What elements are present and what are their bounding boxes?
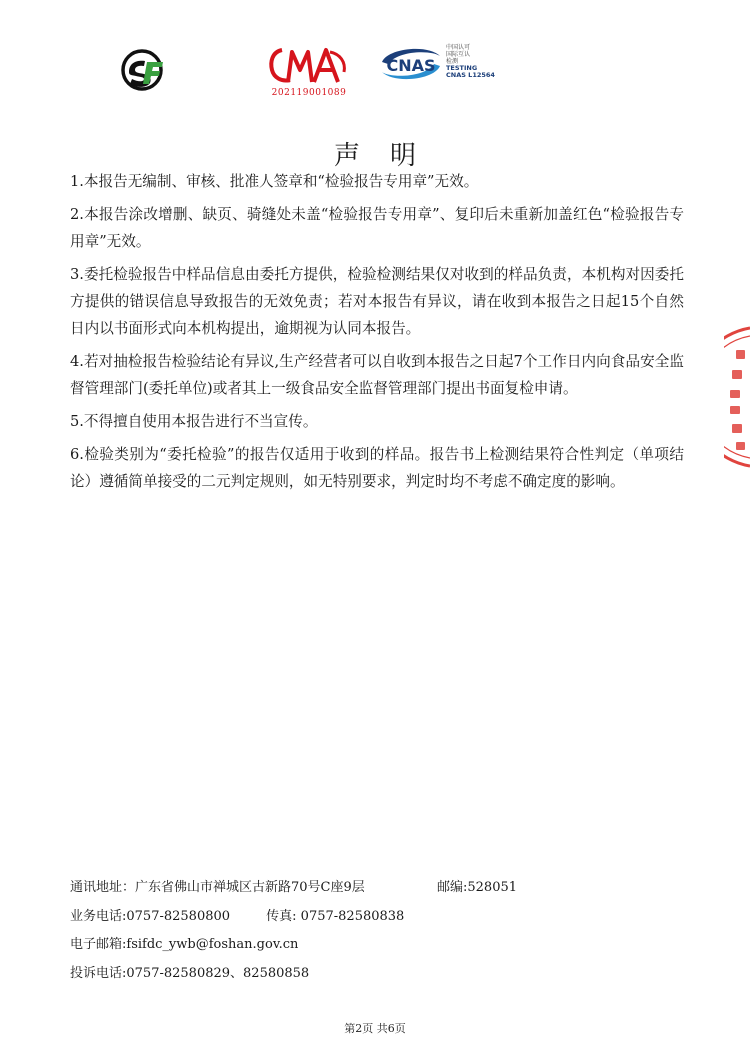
clause-item: 5.不得擅自使用本报告进行不当宣传。 <box>70 413 318 430</box>
header-logos <box>0 40 750 100</box>
page-title: 声明 <box>333 141 446 172</box>
address-text: 通讯地址：广东省佛山市禅城区古新路70号C座9层 <box>70 880 365 895</box>
email-row <box>70 931 670 960</box>
red-seal-stamp-icon <box>724 326 750 468</box>
clause-item: 3.委托检验报告中样品信息由委托方提供，检验检测结果仅对收到的样品负责，本机构对因委托方提供的错误信息导致报告的无效免责；若对本报告有异议，请在收到本报告之日起15个自然日内以书面形式向本机构提出，逾期视为认同本报告。 <box>70 266 684 337</box>
svg-text:CNAS: CNAS <box>386 56 436 75</box>
cma-mark-icon <box>268 44 350 88</box>
email-address: 电子邮箱:fsifdc_ywb@foshan.gov.cn <box>70 937 299 952</box>
business-phone: 业务电话:0757-82580800 <box>70 908 231 924</box>
clause-item: 6.检验类别为“委托检验”的报告仅适用于收到的样品。报告书上检测结果符合性判定（单项结论）遵循简单接受的二元判定规则，如无特别要求，判定时均不考虑不确定度的影响。 <box>70 446 684 490</box>
postal-code: 邮编:528051 <box>437 880 518 895</box>
cnas-line: 中国认可 <box>446 44 471 51</box>
cnas-logo <box>378 44 498 92</box>
cma-number: 202119001089 <box>271 88 347 98</box>
address-row <box>70 874 670 903</box>
sf-logo-icon <box>116 48 172 92</box>
complaint-row <box>70 960 670 989</box>
contact-info <box>70 874 670 988</box>
cma-logo <box>268 44 350 102</box>
fax-number: 传真: 0757-82580838 <box>266 908 405 924</box>
phone-row <box>70 903 670 932</box>
cnas-accreditation-text <box>446 44 506 79</box>
declaration-clauses <box>70 168 684 501</box>
cnas-line: 国际互认 <box>446 51 471 58</box>
cnas-line: CNAS L12564 <box>446 71 495 79</box>
cnas-line: 检测 <box>446 58 459 65</box>
complaint-phone: 投诉电话:0757-82580829、82580858 <box>70 965 310 981</box>
cnas-mark-icon <box>378 44 444 84</box>
clause-item: 4.若对抽检报告检验结论有异议,生产经营者可以自收到本报告之日起7个工作日内向食品安全监督管理部门(委托单位)或者其上一级食品安全监督管理部门提出书面复检申请。 <box>70 353 684 397</box>
clause-item: 2.本报告涂改增删、缺页、骑缝处未盖“检验报告专用章”、复印后未重新加盖红色“检验报告专用章”无效。 <box>70 206 684 250</box>
clause-item: 1.本报告无编制、审核、批准人签章和“检验报告专用章”无效。 <box>70 173 479 190</box>
page-number: 第2页 共6页 <box>344 1022 406 1035</box>
cnas-line: TESTING <box>446 64 478 72</box>
